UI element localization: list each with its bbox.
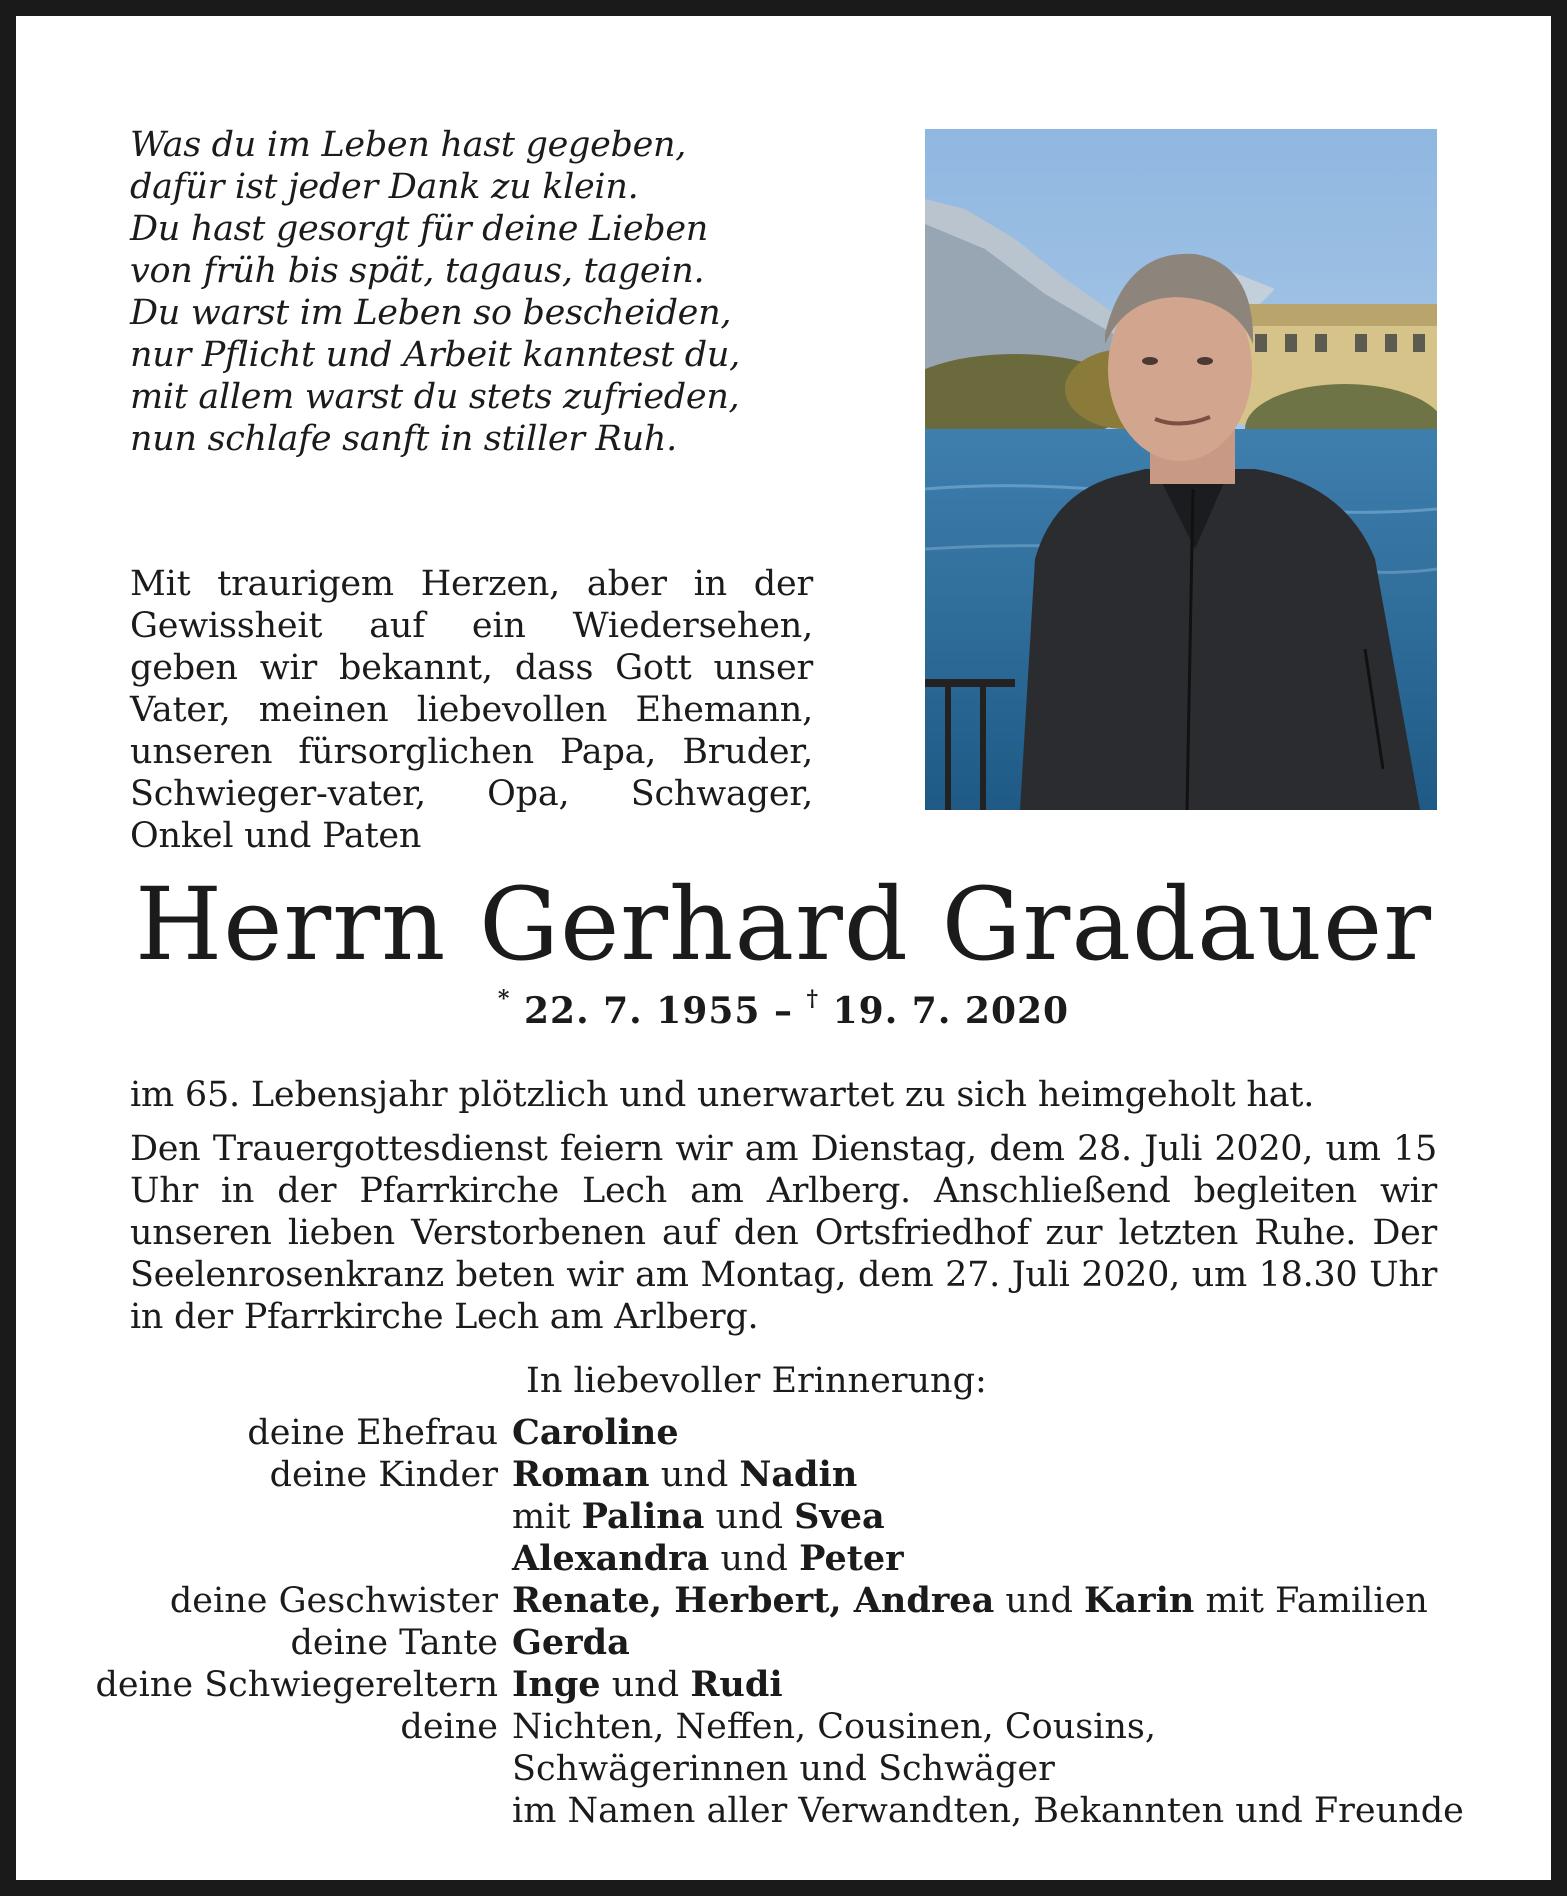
family-row <box>0 1538 1567 1580</box>
family-names: mit Palina und Svea <box>512 1496 885 1537</box>
family-row <box>0 1790 1567 1832</box>
service-paragraph: Den Trauergottesdienst feiern wir am Dienstag, dem 28. Juli 2020, um 15 Uhr in der Pfarrkirche Lech am Arlberg. Anschließend begleiten wir unseren lieben Verstorbenen auf den Ortsfriedhof zur letzten Ruhe. Der Seelenrosenkranz beten wir am Montag, dem 27. Juli 2020, um 18.30 Uhr in der Pfarrkirche Lech am Arlberg. <box>130 1129 1437 1337</box>
date-separator: – <box>774 990 793 1032</box>
family-row <box>0 1454 1567 1496</box>
poem-line: mit allem warst du stets zufrieden, <box>130 377 740 417</box>
poem-line: Du warst im Leben so bescheiden, <box>130 293 732 333</box>
family-row <box>0 1664 1567 1706</box>
poem-line: dafür ist jeder Dank zu klein. <box>130 167 639 207</box>
intro-paragraph: Mit traurigem Herzen, aber in der Gewissheit auf ein Wiedersehen, geben wir bekannt, dass Gott unser Vater, meinen liebevollen Ehemann, unseren fürsorglichen Papa, Bruder, Schwieger-vater, Opa, Schwager, Onkel und Paten <box>130 564 813 856</box>
memory-heading: In liebevoller Erinnerung: <box>526 1361 987 1401</box>
family-names: Renate, Herbert, Andrea und Karin mit Familien <box>512 1580 1428 1621</box>
family-label: deine Ehefrau <box>247 1413 498 1453</box>
family-names: Schwägerinnen und Schwäger <box>512 1749 1055 1789</box>
family-list <box>0 1412 1567 1832</box>
family-names: im Namen aller Verwandten, Bekannten und Freunde <box>512 1791 1464 1831</box>
family-label <box>0 1496 512 1538</box>
family-names: Inge und Rudi <box>512 1664 783 1705</box>
family-names: Caroline <box>512 1412 679 1453</box>
family-label <box>0 1538 512 1580</box>
family-row <box>0 1748 1567 1790</box>
family-row <box>0 1412 1567 1454</box>
life-dates <box>0 986 1567 1032</box>
family-label: deine Schwiegereltern <box>95 1665 498 1705</box>
family-label <box>0 1790 512 1832</box>
deceased-name: Herrn Gerhard Gradauer <box>135 866 1432 983</box>
family-label: deine Tante <box>290 1623 498 1663</box>
poem-line: Was du im Leben hast gegeben, <box>130 125 687 165</box>
family-names: Gerda <box>512 1622 630 1663</box>
poem-line: nun schlafe sanft in stiller Ruh. <box>130 419 677 459</box>
family-label <box>0 1748 512 1790</box>
portrait-photo <box>925 129 1437 810</box>
poem-line: nur Pflicht und Arbeit kanntest du, <box>130 335 740 375</box>
family-label: deine Geschwister <box>169 1581 498 1621</box>
family-names: Nichten, Neffen, Cousinen, Cousins, <box>512 1707 1157 1747</box>
poem-line: von früh bis spät, tagaus, tagein. <box>130 251 705 291</box>
family-row <box>0 1580 1567 1622</box>
birth-symbol: * <box>497 986 511 1012</box>
family-label: deine <box>400 1707 498 1747</box>
family-label: deine Kinder <box>269 1455 498 1495</box>
lead-sentence: im 65. Lebensjahr plötzlich und unerwartet zu sich heimgeholt hat. <box>130 1075 1315 1115</box>
family-row <box>0 1706 1567 1748</box>
poem <box>130 124 830 460</box>
death-date: 19. 7. 2020 <box>832 990 1070 1032</box>
family-names: Roman und Nadin <box>512 1454 858 1495</box>
family-row <box>0 1622 1567 1664</box>
death-symbol: † <box>806 986 820 1012</box>
family-names: Alexandra und Peter <box>512 1538 904 1579</box>
family-row <box>0 1496 1567 1538</box>
birth-date: 22. 7. 1955 <box>523 990 761 1032</box>
poem-line: Du hast gesorgt für deine Lieben <box>130 209 709 249</box>
